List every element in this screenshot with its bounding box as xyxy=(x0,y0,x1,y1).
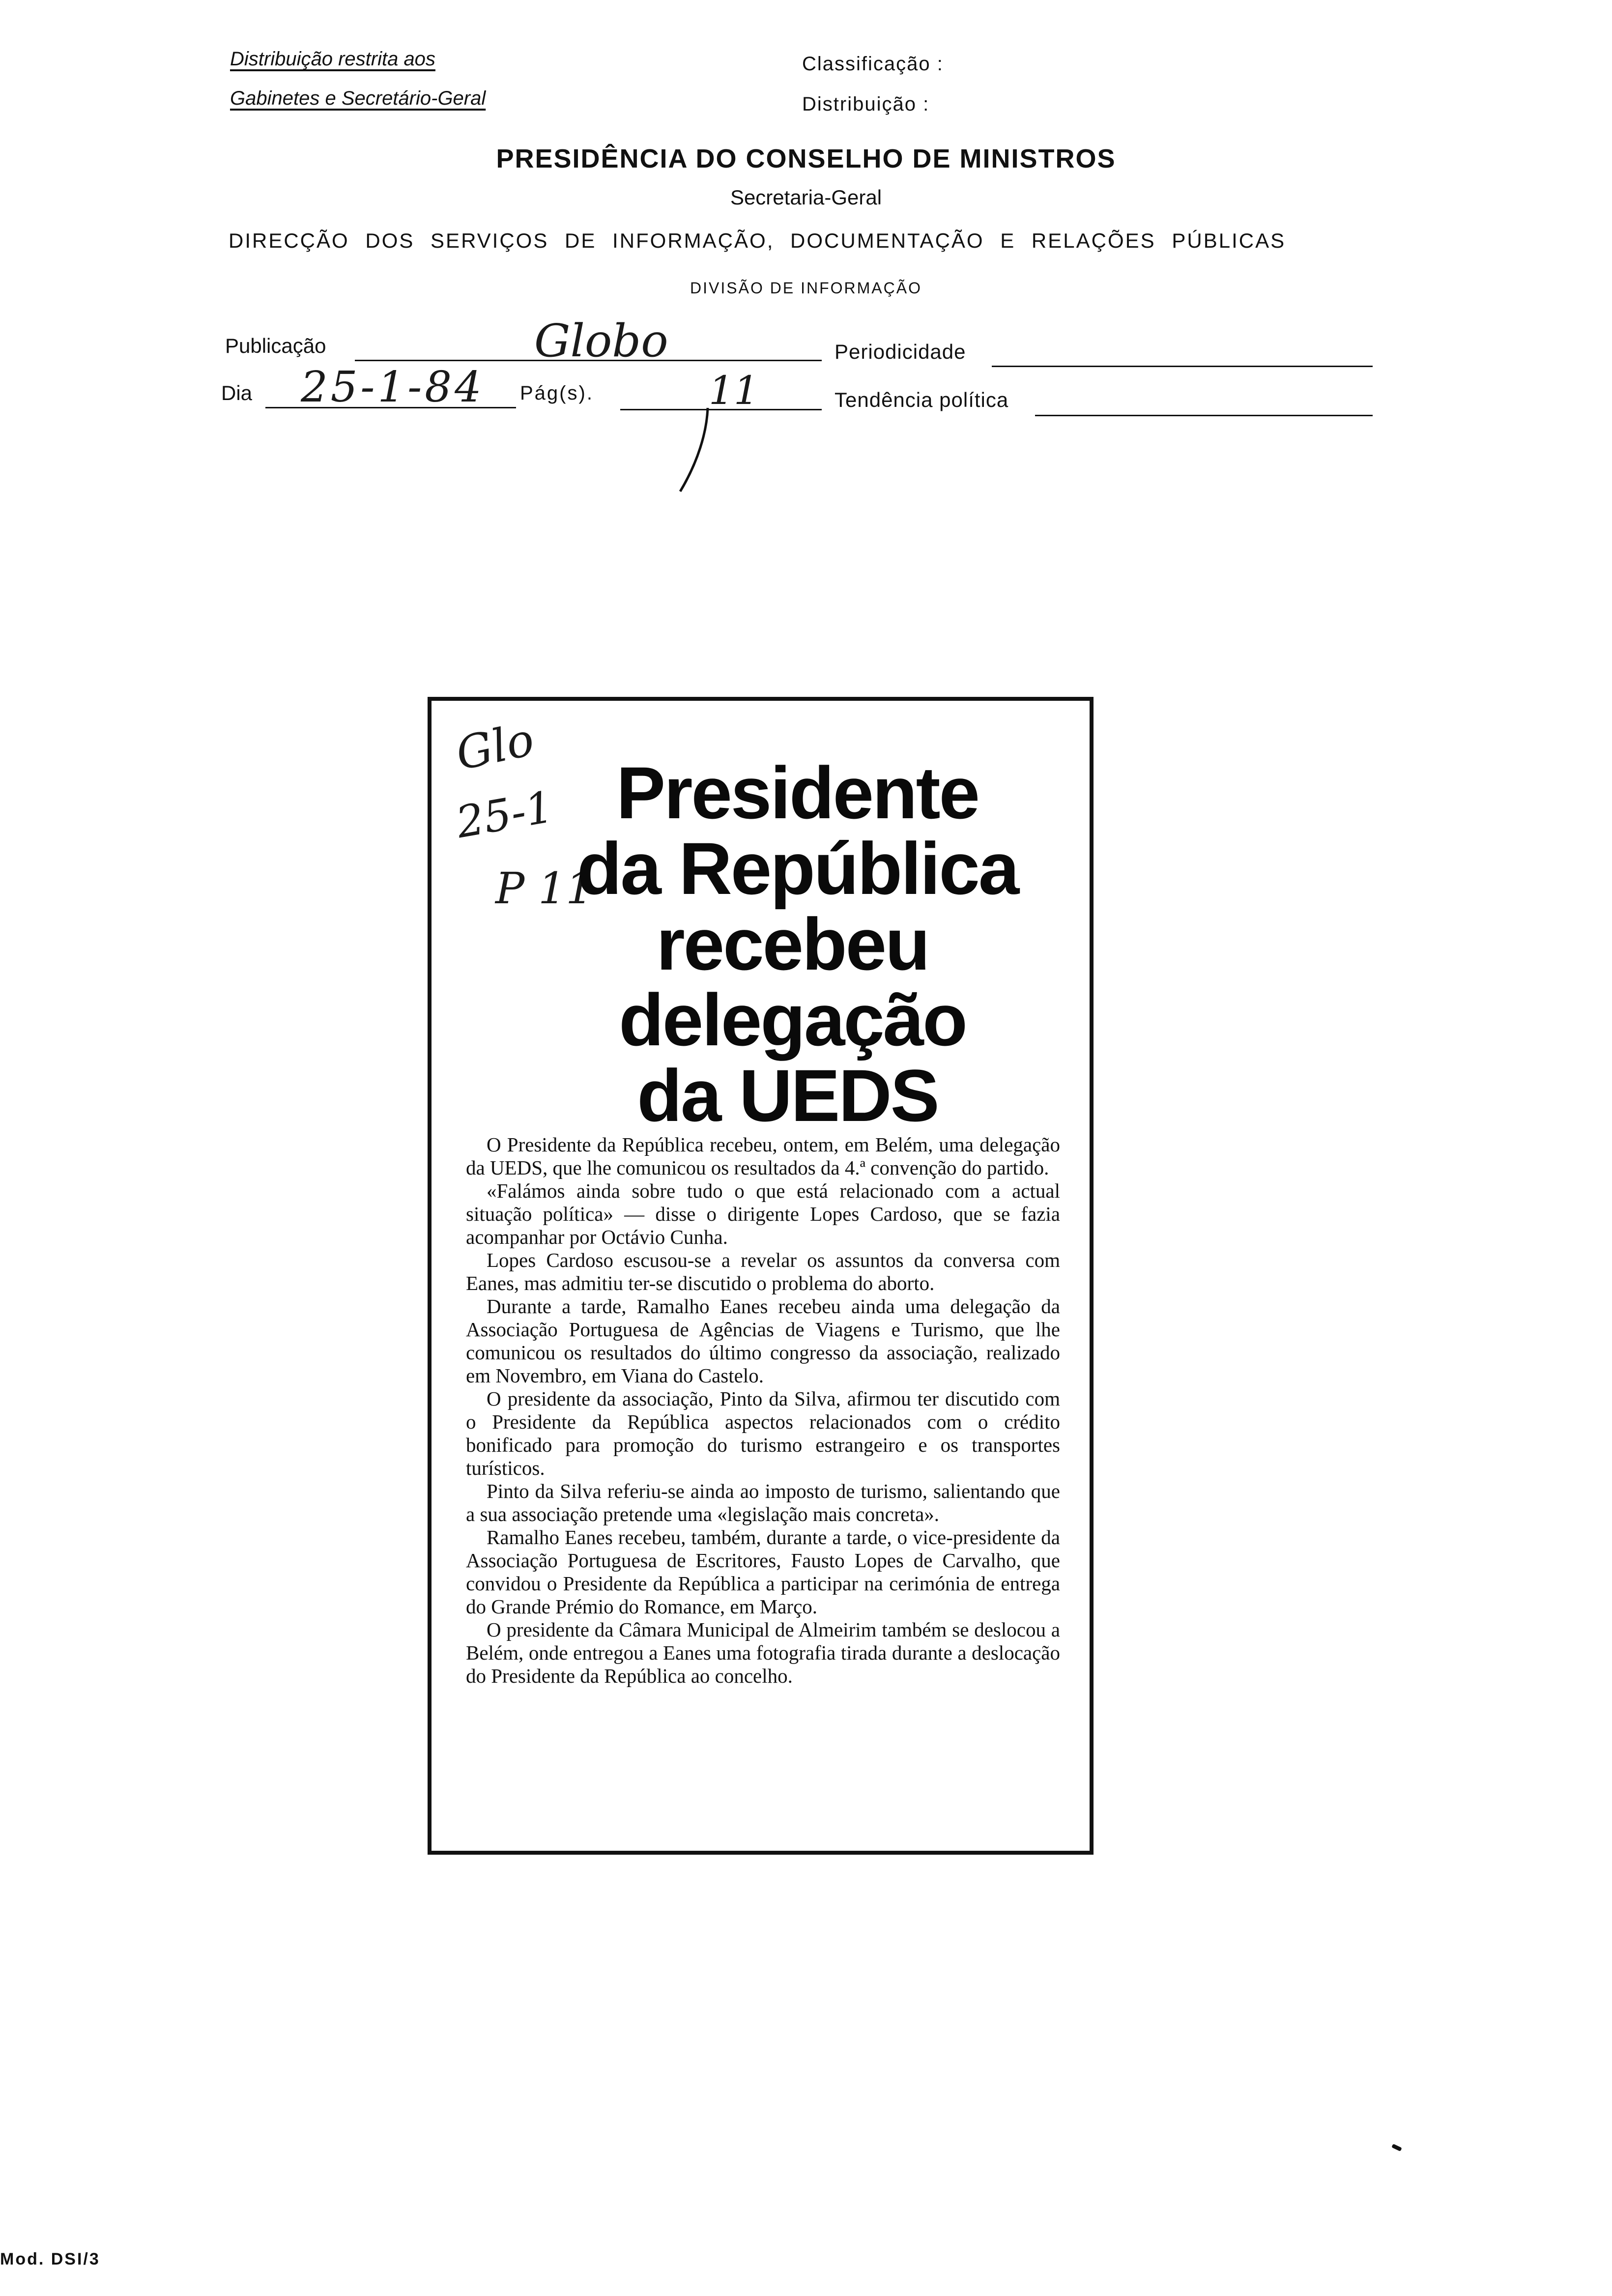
ink-speck xyxy=(1391,2144,1402,2152)
dia-field xyxy=(265,363,516,412)
clipping-note-date: 25-1 xyxy=(452,781,557,848)
restriction-note-line2: Gabinetes e Secretário-Geral xyxy=(230,87,486,109)
tendencia-field xyxy=(1035,393,1373,416)
tendencia-label: Tendência política xyxy=(835,388,1009,411)
article-paragraph: «Falámos ainda sobre tudo o que está relacionado com a actual situação política» — disse o dirigente Lopes Cardoso, que se fazia acompanhar por Octávio Cunha. xyxy=(466,1179,1060,1248)
dia-handwritten: 25-1-84 xyxy=(301,363,485,412)
periodicidade-label: Periodicidade xyxy=(835,340,966,363)
article-paragraph: Lopes Cardoso escusou-se a revelar os assuntos da conversa com Eanes, mas admitiu ter-se discutido o problema do aborto. xyxy=(466,1249,1060,1294)
headline-line: da UEDS xyxy=(637,1054,938,1137)
periodicidade-field xyxy=(992,344,1373,367)
document-title: PRESIDÊNCIA DO CONSELHO DE MINISTROS xyxy=(496,144,1116,173)
article-paragraph: O Presidente da República recebeu, ontem, em Belém, uma delegação da UEDS, que lhe comunicou os resultados da 4.ª convenção do partido. xyxy=(466,1133,1060,1179)
form-code: Mod. DSI/3 xyxy=(0,2250,100,2268)
article-paragraph: Durante a tarde, Ramalho Eanes recebeu ainda uma delegação da Associação Portuguesa de Agências de Viagens e Turismo, que lhe comunicou os resultados do último congresso da associação, realizado em Novembro, em Viana do Castelo. xyxy=(466,1295,1060,1387)
headline-line: Presidente xyxy=(616,751,979,834)
headline-line: recebeu xyxy=(656,903,929,985)
document-subtitle: Secretaria-Geral xyxy=(730,186,882,209)
article-paragraph: O presidente da associação, Pinto da Silva, afirmou ter discutido com o Presidente da República aspectos relacionados com o crédito bonificado para promoção do turismo estrangeiro e os transportes turísticos. xyxy=(466,1387,1060,1479)
divisao-line: DIVISÃO DE INFORMAÇÃO xyxy=(690,279,922,297)
headline-line: da República xyxy=(576,827,1018,910)
newspaper-clipping xyxy=(428,697,1094,1855)
headline-line: delegação xyxy=(619,978,966,1061)
clipping-note-publication: Glo xyxy=(451,713,539,781)
classificacao-label: Classificação : xyxy=(802,53,944,75)
distribuicao-label: Distribuição : xyxy=(802,93,930,115)
direccao-line: DIRECÇÃO DOS SERVIÇOS DE INFORMAÇÃO, DOCUMENTAÇÃO E RELAÇÕES PÚBLICAS xyxy=(229,229,1286,252)
publicacao-handwritten: Globo xyxy=(534,315,668,367)
pags-handwritten: 11 xyxy=(709,368,759,413)
clipping-note-page: P 11 xyxy=(495,863,594,914)
dia-label: Dia xyxy=(221,381,253,404)
handwritten-slash-mark xyxy=(673,403,722,496)
restriction-note-line1: Distribuição restrita aos xyxy=(230,48,435,70)
publicacao-label: Publicação xyxy=(225,334,326,357)
article-body xyxy=(466,1133,1060,1688)
publicacao-field xyxy=(355,315,822,367)
article-paragraph: Ramalho Eanes recebeu, também, durante a tarde, o vice-presidente da Associação Portuguesa de Escritores, Fausto Lopes de Carvalho, que convidou o Presidente da República a participar na cerimónia de entrega do Grande Prémio do Romance, em Março. xyxy=(466,1526,1060,1618)
pags-label: Pág(s). xyxy=(520,382,594,404)
article-paragraph: Pinto da Silva referiu-se ainda ao imposto de turismo, salientando que a sua associação pretende uma «legislação mais concreta». xyxy=(466,1480,1060,1525)
article-headline xyxy=(432,751,1090,1137)
article-paragraph: O presidente da Câmara Municipal de Almeirim também se deslocou a Belém, onde entregou a Eanes uma fotografia tirada durante a deslocação do Presidente da República ao concelho. xyxy=(466,1618,1060,1687)
